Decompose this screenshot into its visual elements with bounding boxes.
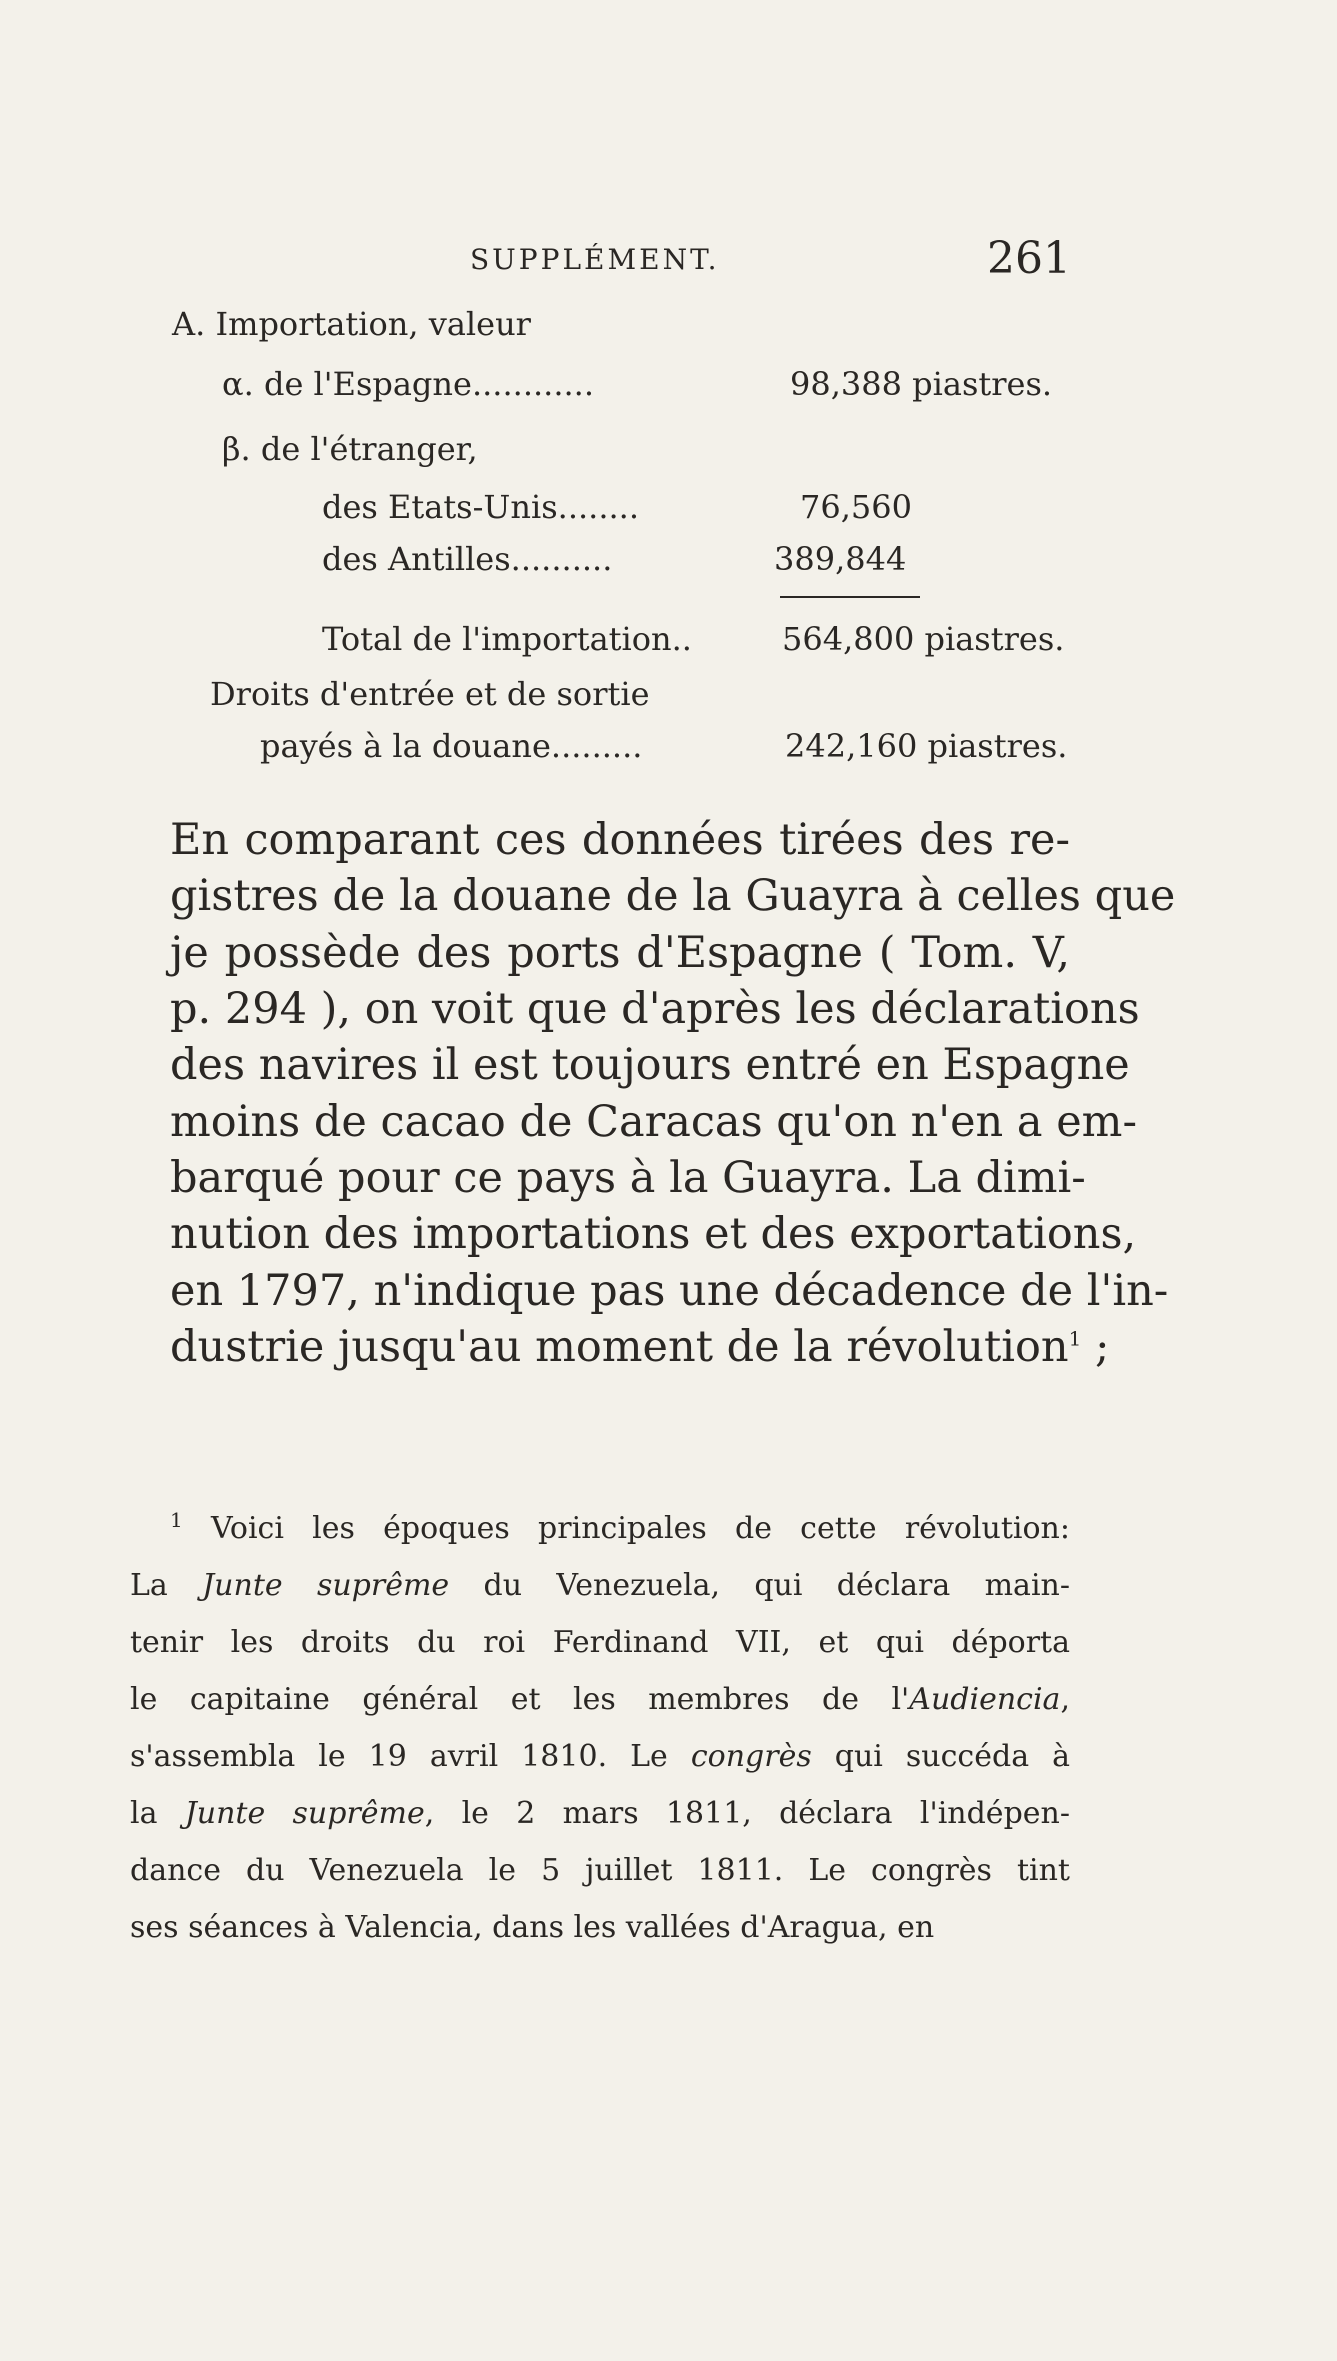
row-label: β. de l'étranger, [222,430,478,468]
footnote-text: La [130,1568,203,1603]
row-value: 564,800 piastres. [782,620,1065,658]
row-label: Droits d'entrée et de sortie [210,675,650,713]
page-header [0,233,1337,284]
row-value: 98,388 piastres. [790,365,1053,403]
footnote [130,1500,1070,1956]
table-row [260,727,1080,765]
text-line: nution des importations et des exportations, [170,1209,1137,1260]
footnote-emphasis: Audiencia [909,1682,1061,1717]
text-line: en 1797, n'indique pas une décadence de l'in- [170,1265,1169,1316]
table-row [322,620,1082,658]
footnote-emphasis: congrès [690,1739,812,1774]
footnote-reference: 1 [1068,1326,1082,1351]
text-line: En comparant ces données tirées des re- [170,815,1070,865]
footnote-line [130,1728,1070,1785]
footnote-line [130,1785,1070,1842]
footnote-line: dance du Venezuela le 5 juillet 1811. Le congrès tint [130,1853,1070,1888]
table-row [322,540,1082,578]
footnote-text: s'assembla le 19 avril 1810. Le [130,1739,691,1774]
footnote-text: , [1060,1682,1070,1717]
table-row [210,675,650,713]
table-row [322,488,1082,526]
footnote-text: le capitaine général et les membres de l' [130,1682,910,1717]
row-value: 76,560 [800,488,912,526]
row-label: A. Importation, valeur [172,305,531,343]
running-title: SUPPLÉMENT. [470,243,720,276]
text-line: p. 294 ), on voit que d'après les déclarations [170,983,1140,1034]
row-value: 242,160 piastres. [785,727,1068,765]
footnote-marker: 1 [170,1508,183,1532]
footnote-text: du Venezuela, qui déclara main- [449,1568,1070,1603]
row-value: 389,844 [774,540,907,578]
row-label: des Antilles.......... [322,540,613,578]
table-row [222,430,478,468]
body-paragraph [170,812,1176,1375]
text-line [170,1319,1110,1375]
text-line: moins de cacao de Caracas qu'on n'en a em- [170,1096,1137,1147]
page-number: 261 [987,233,1071,284]
footnote-line: ses séances à Valencia, dans les vallées d'Aragua, en [130,1910,935,1945]
footnote-text: la [130,1796,185,1831]
text-line: je possède des ports d'Espagne ( Tom. V, [170,927,1070,978]
row-label: α. de l'Espagne............ [222,365,595,403]
row-label: des Etats-Unis........ [322,488,640,526]
text-line: barqué pour ce pays à la Guayra. La dimi- [170,1152,1086,1203]
sum-rule [780,596,920,598]
footnote-line [130,1557,1070,1614]
footnote-line [130,1500,1070,1557]
footnote-emphasis: Junte suprême [202,1568,450,1603]
row-label: payés à la douane......... [260,727,643,765]
footnote-line [130,1671,1070,1728]
table-row [222,365,1082,403]
text-line: gistres de la douane de la Guayra à celles que [170,871,1176,922]
text-line-content: dustrie jusqu'au moment de la révolution [170,1321,1069,1372]
end-punctuation: ; [1081,1321,1110,1372]
table-row [172,305,531,343]
text-line: des navires il est toujours entré en Espagne [170,1040,1130,1091]
footnote-emphasis: Junte suprême [184,1796,425,1831]
row-label: Total de l'importation.. [322,620,692,658]
footnote-text: , le 2 mars 1811, déclara l'indépen- [424,1796,1070,1831]
footnote-text: qui succéda à [811,1739,1070,1774]
footnote-text: Voici les époques principales de cette révolution: [210,1511,1070,1546]
footnote-line: tenir les droits du roi Ferdinand VII, et qui déporta [130,1625,1070,1660]
